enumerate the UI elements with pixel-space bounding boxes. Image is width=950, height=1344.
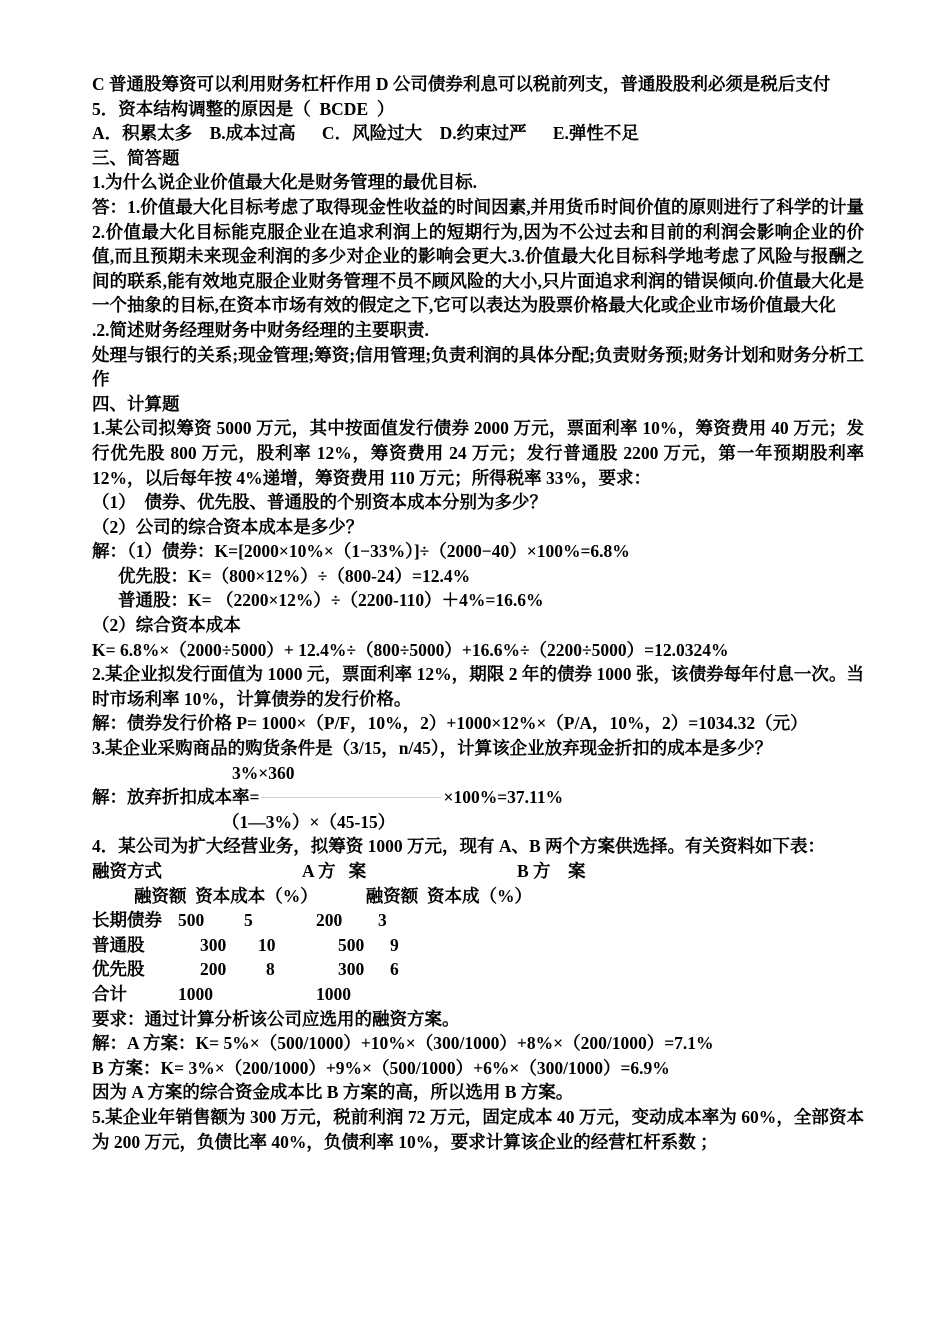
solution-2: 解：债券发行价格 P= 1000×（P/F，10%，2）+1000×12%×（P/A，10%，2）=1034.32（元） — [92, 713, 808, 734]
solution-1-weighted: K= 6.8%×（2000÷5000）+ 12.4%÷（800÷5000）+16.6%÷（2200÷5000）=12.0324% — [92, 639, 729, 660]
table-cell: 1000 — [316, 983, 351, 1004]
table-subheader-b: 融资额 资本成（%） — [365, 885, 532, 906]
calc-question-5: 5.某企业年销售额为 300 万元，税前利润 72 万元，固定成本 40 万元，变动成本率为 60%，全部资本为 200 万元，负债比率 40%，负债利率 10%，要求计算该企业的经营杠杆系数 ； — [92, 1106, 864, 1152]
table-cell: 500 — [338, 934, 365, 955]
calc-question-3: 3.某企业采购商品的购货条件是（3/15，n/45），计算该企业放弃现金折扣的成本是多少？ — [92, 738, 773, 759]
calc-question-1-part-2: （2）公司的综合资本成本是多少？ — [92, 516, 364, 537]
fraction-lhs: 解：放弃折扣成本率= — [92, 787, 260, 808]
calc-question-1: 1.某公司拟筹资 5000 万元，其中按面值发行债券 2000 万元，票面利率 10%，筹资费用 40 万元；发行优先股 800 万元，股利率 12%，筹资费用 24 万元；发行普通股 2200 万元，第一年预期股利率 12%，以后每年按 4%递增，筹资费用 110 万元；所得税率 33%，要求： — [92, 418, 864, 488]
section-heading-calculation: 四、计算题 — [92, 393, 180, 414]
table-row — [92, 982, 399, 1007]
table-row — [92, 933, 399, 958]
table-cell: 300 — [338, 959, 365, 980]
table-cell: 300 — [200, 934, 227, 955]
solution-1-preferred: 优先股：K=（800×12%）÷（800-24）=12.4% — [118, 565, 471, 586]
fraction-numerator: 3%×360 — [232, 762, 295, 783]
table-header-row — [92, 859, 586, 884]
table-cell: 5 — [244, 910, 253, 931]
solution-3 — [92, 785, 864, 810]
solution-4-conclusion: 因为 A 方案的综合资金成本比 B 方案的高，所以选用 B 方案。 — [92, 1082, 574, 1103]
table-cell-text: 普通股 — [92, 934, 145, 955]
financing-table-body — [92, 908, 399, 1006]
table-cell: 长期债券 — [92, 910, 162, 931]
question-5: 5．资本结构调整的原因是（ BCDE ） — [92, 98, 395, 119]
fraction-denominator: （1—3%）×（45-15） — [222, 811, 396, 832]
short-question-2: .2.简述财务经理财务中财务经理的主要职责. — [92, 319, 429, 340]
solution-4-plan-b: B 方案：K= 3%×（200/1000）+9%×（500/1000）+6%×（300/1000）=6.9% — [92, 1057, 670, 1078]
calc-question-4: 4．某公司为扩大经营业务，拟筹资 1000 万元，现有 A、B 两个方案供选择。有关资料如下表： — [92, 836, 826, 857]
calc-question-1-part-1: （1） 债券、优先股、普通股的个别资本成本分别为多少？ — [92, 492, 547, 513]
question-5-options: A．积累太多 B.成本过高 C．风险过大 D.约束过严 E.弹性不足 — [92, 123, 639, 144]
table-cell — [378, 982, 399, 1007]
short-question-1: 1.为什么说企业价值最大化是财务管理的最优目标. — [92, 172, 477, 193]
table-cell: 优先股 — [92, 959, 145, 980]
table-cell: 合计 — [92, 983, 127, 1004]
solution-1-common: 普通股：K= （2200×12%）÷（2200-110）＋4%=16.6% — [118, 590, 544, 611]
short-answer-1: 答：1.价值最大化目标考虑了取得现金性收益的时间因素,并用货币时间价值的原则进行了科学的计量 2.价值最大化目标能克服企业在追求利润上的短期行为,因为不公过去和目前的利润会影响企业的价值,而且预期未来现金利润的多少对企业的影响会更大.3.价值最大化目标科学地考虑了风险与报酬之间的联系,能有效地克服企业财务管理不员不顾风险的大小,只片面追求利润的错误倾向.价值最大化是一个抽象的目标,在资本市场有效的假定之下,它可以表达为股票价格最大化或企业市场价值最大化 — [92, 196, 864, 316]
financing-table — [92, 859, 586, 884]
table-cell: 200 — [200, 959, 227, 980]
table-row — [92, 957, 399, 982]
solution-1-bond: 解：（1）债券：K=[2000×10%×（1−33%）]÷（2000−40）×100%=6.8% — [92, 541, 630, 562]
table-row — [92, 908, 399, 933]
table-cell: 1000 — [178, 983, 213, 1004]
solution-1-part-2-heading: （2）综合资本成本 — [92, 615, 241, 636]
option-line-cd: C 普通股筹资可以利用财务杠杆作用 D 公司债券利息可以税前列支，普通股股利必须是税后支付 — [92, 74, 831, 94]
solution-4-plan-a: 解：A 方案：K= 5%×（500/1000）+10%×（300/1000）+8%×（200/1000）=7.1% — [92, 1033, 714, 1054]
section-heading-short-answer: 三、简答题 — [92, 147, 180, 168]
table-header-plan-a: A 方 案 — [302, 861, 367, 881]
calc-question-4-requirement: 要求：通过计算分析该公司应选用的融资方案。 — [92, 1008, 460, 1029]
table-header-plan-b: B 方 案 — [517, 861, 586, 881]
table-subheader-a: 融资额 资本成本（%） — [134, 885, 318, 906]
calc-question-2: 2.某企业拟发行面值为 1000 元，票面利率 12%，期限 2 年的债券 1000 张，该债券每年付息一次。当时市场利率 10%，计算债券的发行价格。 — [92, 664, 864, 709]
table-subheader-row — [92, 884, 864, 909]
table-cell: 6 — [390, 959, 399, 980]
fraction-bar — [261, 797, 441, 798]
table-cell — [244, 982, 316, 1007]
table-cell: 9 — [390, 934, 399, 955]
table-cell: 8 — [266, 959, 275, 980]
short-answer-2: 处理与银行的关系;现金管理;筹资;信用管理;负责利润的具体分配;负责财务预;财务计划和财务分析工作 — [92, 344, 864, 390]
document-body — [92, 72, 864, 1154]
table-cell — [92, 933, 178, 958]
table-cell: 200 — [316, 910, 343, 931]
table-cell: 10 — [258, 934, 276, 955]
table-cell: 3 — [378, 910, 387, 931]
table-header-method: 融资方式 — [92, 861, 162, 881]
table-cell: 500 — [178, 910, 205, 931]
fraction-rhs: ×100%=37.11% — [443, 787, 564, 808]
